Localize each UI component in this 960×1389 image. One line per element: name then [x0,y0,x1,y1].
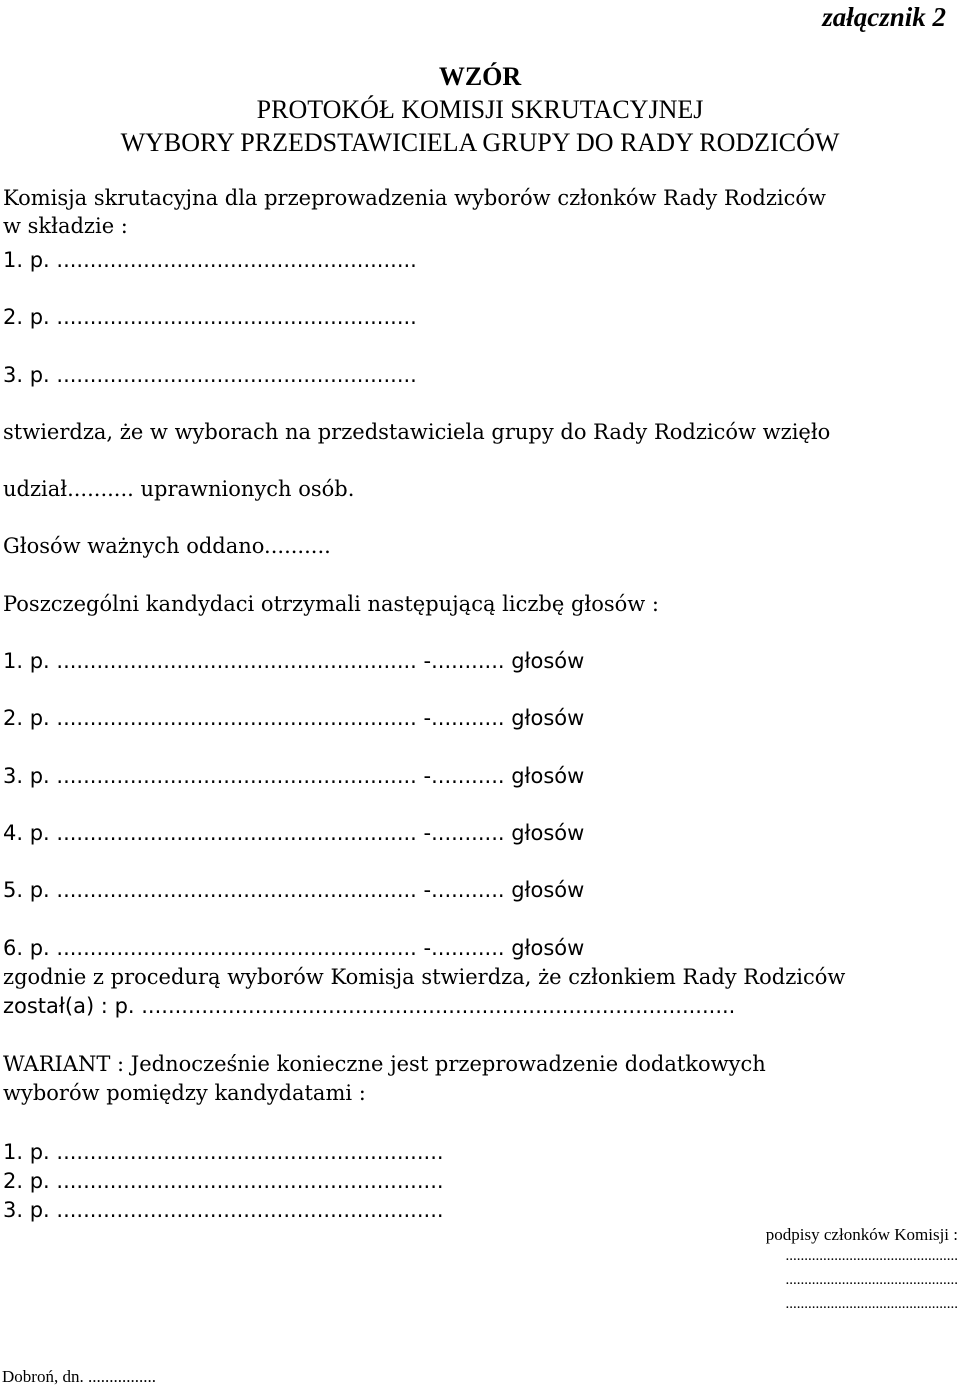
result-line-2: został(a) : p. ......................................................................................... [3,994,736,1018]
signature-line: .............................................. [785,1248,958,1264]
intro-line-2: w składzie : [3,214,128,238]
signatures-label: podpisy członków Komisji : [765,1225,958,1244]
variant-line-1: WARIANT : Jednocześnie konieczne jest przeprowadzenie dodatkowych [3,1052,766,1076]
member-line: 1. p. ...................................................... [3,248,417,272]
signature-line: .............................................. [785,1272,958,1288]
annex-label: załącznik 2 [822,2,946,32]
candidate-row: 1. p. ...................................................... -........... głosów [3,649,585,673]
intro-line-1: Komisja skrutacyjna dla przeprowadzenia wyborów członków Rady Rodziców [3,186,827,210]
template-heading: WZÓR [438,62,522,91]
candidate-row: 5. p. ...................................................... -........... głosów [3,878,585,902]
variant-row: 3. p. .......................................................... [3,1198,444,1222]
candidate-row: 2. p. ...................................................... -........... głosów [3,706,585,730]
signature-line: .............................................. [785,1296,958,1312]
candidates-intro: Poszczególni kandydaci otrzymali następującą liczbę głosów : [3,592,660,616]
candidate-row: 4. p. ...................................................... -........... głosów [3,821,585,845]
result-line-1: zgodnie z procedurą wyborów Komisja stwierdza, że członkiem Rady Rodziców [3,965,846,989]
statement-line-2: udział.......... uprawnionych osób. [3,477,355,501]
variant-row: 2. p. .......................................................... [3,1169,444,1193]
valid-votes-line: Głosów ważnych oddano.......... [3,534,331,558]
variant-line-2: wyborów pomiędzy kandydatami : [3,1081,366,1105]
candidate-row: 3. p. ...................................................... -........... głosów [3,764,585,788]
statement-line-1: stwierdza, że w wyborach na przedstawiciela grupy do Rady Rodziców wzięło [3,420,831,444]
place-date-line: Dobroń, dn. ................ [2,1367,156,1386]
member-line: 3. p. ...................................................... [3,363,417,387]
candidate-row: 6. p. ...................................................... -........... głosów [3,936,585,960]
protocol-title: PROTOKÓŁ KOMISJI SKRUTACYJNEJ [256,95,704,124]
variant-row: 1. p. .......................................................... [3,1140,444,1164]
member-line: 2. p. ...................................................... [3,305,417,329]
election-title: WYBORY PRZEDSTAWICIELA GRUPY DO RADY RODZICÓW [120,128,840,157]
